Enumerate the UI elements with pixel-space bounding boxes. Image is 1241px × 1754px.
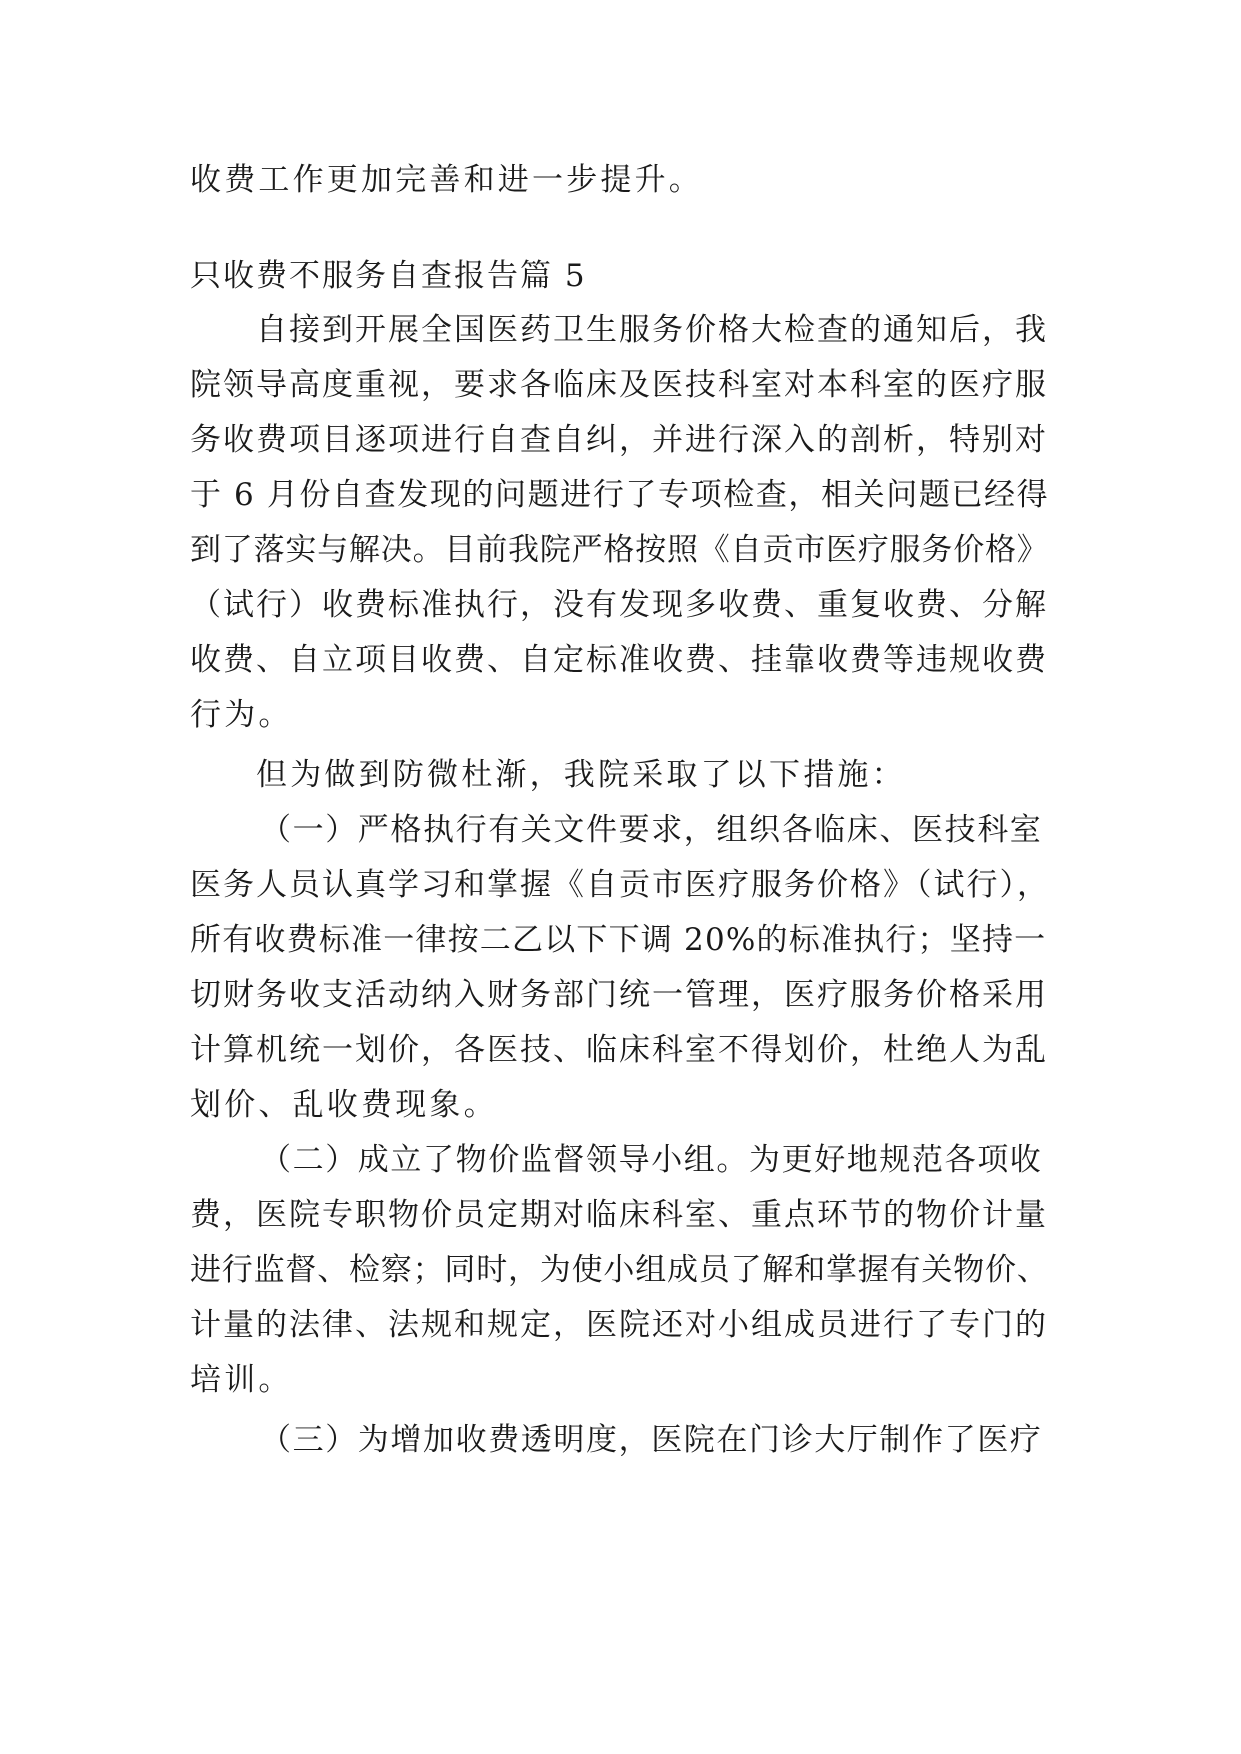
paragraph-line: （试行）收费标准执行，没有发现多收费、重复收费、分解: [190, 587, 1048, 623]
list-item-line: （三）为增加收费透明度，医院在门诊大厅制作了医疗: [260, 1422, 1043, 1458]
paragraph-line: 医务人员认真学习和掌握《自贡市医疗服务价格》（试行），: [190, 867, 1050, 903]
paragraph-line: 培训。: [190, 1362, 293, 1398]
list-item-line: （一）严格执行有关文件要求，组织各临床、医技科室: [260, 812, 1043, 848]
paragraph-line: 于 6 月份自查发现的问题进行了专项检查，相关问题已经得: [190, 477, 1050, 513]
paragraph-line: 进行监督、检察；同时，为使小组成员了解和掌握有关物价、: [190, 1252, 1049, 1288]
paragraph-line: 所有收费标准一律按二乙以下下调 20%的标准执行；坚持一: [190, 922, 1047, 958]
paragraph-line: 计算机统一划价，各医技、临床科室不得划价，杜绝人为乱: [190, 1032, 1048, 1068]
paragraph-line: 院领导高度重视，要求各临床及医技科室对本科室的医疗服: [190, 367, 1048, 403]
paragraph-line: 费，医院专职物价员定期对临床科室、重点环节的物价计量: [190, 1197, 1048, 1233]
paragraph-line: 收费工作更加完善和进一步提升。: [190, 162, 703, 198]
section-heading: 只收费不服务自查报告篇 5: [190, 258, 587, 294]
paragraph-line: 但为做到防微杜渐，我院采取了以下措施：: [256, 757, 906, 793]
paragraph-line: 切财务收支活动纳入财务部门统一管理，医疗服务价格采用: [190, 977, 1048, 1013]
document-page: [190, 150, 1050, 1630]
list-item-line: （二）成立了物价监督领导小组。为更好地规范各项收: [260, 1142, 1043, 1178]
paragraph-line: 行为。: [190, 697, 293, 733]
paragraph-line: 划价、乱收费现象。: [190, 1087, 498, 1123]
paragraph-line: 计量的法律、法规和规定，医院还对小组成员进行了专门的: [190, 1307, 1048, 1343]
paragraph-line: 自接到开展全国医药卫生服务价格大检查的通知后，我: [256, 312, 1048, 348]
paragraph-line: 务收费项目逐项进行自查自纠，并进行深入的剖析，特别对: [190, 422, 1048, 458]
paragraph-line: 到了落实与解决。目前我院严格按照《自贡市医疗服务价格》: [190, 532, 1049, 568]
paragraph-line: 收费、自立项目收费、自定标准收费、挂靠收费等违规收费: [190, 642, 1048, 678]
